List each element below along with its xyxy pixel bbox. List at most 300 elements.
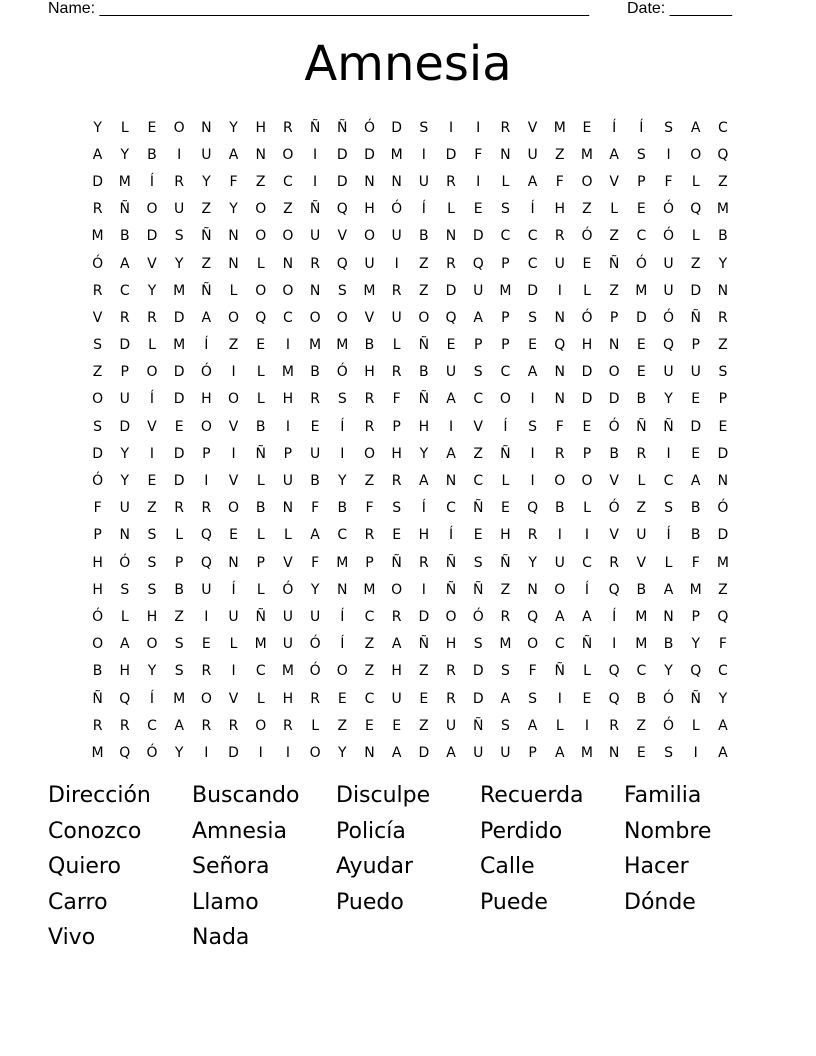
grid-letter: R — [446, 173, 456, 190]
grid-letter: O — [200, 418, 212, 435]
grid-letter: Z — [337, 717, 348, 734]
grid-letter: D — [418, 744, 430, 761]
grid-letter: C — [337, 527, 348, 544]
grid-letter: Í — [421, 500, 426, 517]
grid-letter: Q — [717, 608, 729, 625]
grid-letter: U — [527, 146, 538, 163]
grid-letter: Z — [690, 255, 701, 272]
grid-letter: R — [446, 690, 456, 707]
grid-letter: A — [419, 473, 429, 490]
grid-letter: E — [174, 418, 184, 435]
grid-letter: Q — [608, 663, 620, 680]
grid-letter: F — [365, 500, 374, 517]
grid-letter: P — [473, 337, 483, 354]
grid-letter: Ñ — [391, 554, 402, 571]
grid-letter: D — [228, 744, 239, 761]
grid-letter: L — [392, 337, 401, 354]
grid-letter: Í — [340, 636, 345, 653]
grid-letter: U — [119, 391, 130, 408]
grid-letter: E — [392, 717, 402, 734]
grid-letter: R — [554, 445, 565, 462]
grid-letter: Ó — [663, 309, 675, 326]
grid-letter: Ó — [581, 228, 593, 245]
grid-letter: U — [391, 228, 402, 245]
grid-letter: M — [118, 173, 131, 190]
grid-letter: R — [119, 309, 130, 326]
grid-letter: Í — [421, 201, 426, 218]
grid-letter: M — [254, 636, 267, 653]
grid-letter: Y — [691, 636, 700, 653]
grid-row — [84, 522, 737, 549]
word-list-item: Carro — [48, 889, 108, 915]
grid-letter: Ó — [663, 690, 675, 707]
grid-letter: Q — [663, 337, 675, 354]
grid-letter: Ó — [92, 608, 104, 625]
grid-letter: D — [418, 608, 430, 625]
grid-letter: Y — [338, 744, 347, 761]
grid-letter: H — [581, 337, 593, 354]
grid-letter: Y — [718, 690, 728, 707]
grid-letter: O — [554, 473, 566, 490]
grid-letter: U — [391, 309, 402, 326]
grid-letter: H — [201, 391, 212, 408]
grid-letter: Z — [283, 201, 293, 218]
grid-letter: E — [310, 418, 320, 435]
grid-letter: H — [282, 690, 294, 707]
grid-letter: Q — [608, 690, 620, 707]
grid-letter: N — [337, 581, 348, 598]
grid-letter: I — [530, 473, 535, 490]
grid-letter: P — [93, 527, 102, 544]
grid-letter: Í — [612, 608, 617, 625]
grid-letter: Ó — [309, 636, 321, 653]
grid-letter: I — [476, 173, 481, 190]
grid-letter: Z — [147, 500, 157, 517]
grid-row — [84, 413, 737, 440]
grid-letter: Y — [174, 255, 184, 272]
grid-letter: Í — [149, 391, 155, 408]
grid-letter: Z — [500, 581, 511, 598]
grid-letter: O — [255, 201, 267, 218]
grid-letter: A — [201, 309, 212, 326]
grid-letter: D — [690, 282, 702, 299]
grid-letter: M — [173, 337, 186, 354]
grid-letter: Ó — [581, 309, 593, 326]
grid-letter: R — [174, 500, 185, 517]
grid-letter: S — [473, 554, 483, 571]
grid-letter: C — [636, 228, 647, 245]
grid-letter: P — [582, 445, 592, 462]
grid-letter: L — [256, 527, 265, 544]
grid-letter: N — [445, 228, 457, 245]
grid-letter: F — [555, 418, 564, 435]
grid-letter: S — [473, 636, 483, 653]
grid-letter: Ó — [608, 500, 620, 517]
grid-letter: L — [120, 608, 129, 625]
grid-letter: I — [448, 119, 454, 136]
grid-letter: Y — [174, 744, 184, 761]
grid-letter: I — [421, 581, 426, 598]
grid-letter: Ñ — [92, 690, 103, 707]
word-list-item: Calle — [480, 854, 535, 879]
grid-letter: Q — [255, 309, 267, 326]
grid-letter: Ñ — [554, 663, 566, 680]
grid-letter: U — [473, 744, 484, 761]
grid-letter: I — [258, 744, 263, 761]
grid-row — [84, 712, 737, 739]
grid-letter: V — [473, 418, 483, 435]
grid-letter: S — [528, 690, 538, 707]
grid-letter: Z — [419, 282, 429, 299]
grid-letter: L — [691, 717, 700, 734]
grid-letter: Q — [445, 309, 457, 326]
grid-letter: O — [282, 228, 294, 245]
header — [48, 0, 748, 20]
grid-letter: E — [636, 364, 646, 381]
grid-letter: O — [255, 717, 267, 734]
grid-letter: E — [636, 744, 646, 761]
word-list-item: Ayudar — [336, 854, 414, 879]
grid-letter: P — [392, 418, 401, 435]
grid-letter: O — [309, 744, 321, 761]
grid-letter: Ñ — [201, 282, 212, 299]
grid-letter: E — [636, 337, 646, 354]
grid-letter: D — [445, 146, 457, 163]
grid-letter: D — [581, 391, 593, 408]
grid-letter: O — [363, 445, 375, 462]
grid-letter: N — [364, 744, 375, 761]
grid-letter: S — [93, 337, 103, 354]
grid-letter: O — [146, 201, 158, 218]
grid-letter: Í — [204, 337, 209, 354]
grid-letter: M — [173, 690, 186, 707]
grid-letter: I — [693, 744, 698, 761]
grid-letter: N — [717, 282, 729, 299]
grid-letter: E — [691, 391, 701, 408]
grid-row — [84, 196, 737, 223]
grid-letter: C — [473, 391, 484, 408]
grid-letter: I — [557, 690, 562, 707]
grid-row — [84, 739, 737, 766]
grid-letter: M — [635, 636, 648, 653]
grid-letter: R — [92, 717, 103, 734]
grid-letter: Y — [93, 119, 102, 136]
grid-letter: A — [119, 636, 130, 653]
grid-letter: M — [309, 337, 322, 354]
grid-letter: V — [337, 228, 348, 245]
grid-letter: A — [446, 744, 456, 761]
grid-letter: Í — [530, 201, 535, 218]
grid-letter: A — [718, 744, 728, 761]
grid-letter: C — [283, 173, 293, 190]
grid-letter: Z — [718, 337, 728, 354]
grid-letter: L — [311, 717, 319, 734]
grid-letter: Ñ — [690, 309, 701, 326]
grid-letter: Q — [608, 581, 620, 598]
grid-letter: C — [636, 663, 647, 680]
grid-letter: U — [636, 527, 647, 544]
grid-letter: P — [501, 309, 510, 326]
grid-letter: R — [364, 527, 375, 544]
grid-letter: D — [581, 364, 593, 381]
grid-letter: L — [447, 201, 455, 218]
grid-row — [84, 141, 737, 168]
grid-letter: H — [391, 663, 402, 680]
grid-letter: Ó — [663, 228, 675, 245]
grid-letter: B — [310, 473, 320, 490]
grid-letter: B — [636, 391, 647, 408]
grid-letter: Í — [666, 527, 671, 544]
grid-letter: Ó — [663, 201, 675, 218]
grid-letter: E — [691, 445, 701, 462]
grid-letter: O — [445, 608, 457, 625]
grid-letter: Ó — [119, 554, 131, 571]
grid-letter: Ñ — [636, 418, 647, 435]
grid-letter: L — [501, 173, 510, 190]
grid-letter: S — [93, 418, 103, 435]
grid-letter: R — [500, 608, 511, 625]
grid-letter: Ñ — [201, 228, 212, 245]
grid-letter: L — [256, 255, 265, 272]
grid-letter: P — [691, 337, 700, 354]
grid-letter: F — [93, 500, 102, 517]
grid-row — [84, 631, 737, 658]
grid-letter: L — [501, 473, 510, 490]
grid-letter: C — [663, 473, 674, 490]
grid-letter: Ó — [309, 663, 321, 680]
grid-letter: M — [281, 364, 294, 381]
grid-letter: Ñ — [418, 337, 430, 354]
grid-letter: Ñ — [690, 690, 701, 707]
grid-letter: S — [392, 500, 402, 517]
grid-letter: Y — [310, 581, 320, 598]
grid-letter: Ó — [717, 500, 729, 517]
grid-letter: V — [609, 473, 619, 490]
grid-letter: I — [340, 445, 345, 462]
grid-letter: S — [664, 500, 673, 517]
grid-letter: E — [446, 337, 456, 354]
grid-letter: I — [584, 717, 590, 734]
grid-letter: R — [718, 309, 728, 326]
grid-letter: R — [92, 201, 103, 218]
grid-letter: N — [500, 146, 511, 163]
grid-letter: D — [173, 364, 185, 381]
grid-letter: Z — [419, 255, 429, 272]
grid-letter: N — [445, 473, 457, 490]
grid-letter: Z — [201, 201, 212, 218]
grid-letter: D — [472, 690, 484, 707]
grid-letter: M — [91, 228, 104, 245]
grid-letter: L — [256, 581, 265, 598]
grid-letter: Q — [119, 744, 131, 761]
grid-letter: C — [500, 364, 511, 381]
grid-letter: N — [228, 228, 239, 245]
grid-letter: A — [391, 744, 402, 761]
grid-letter: V — [636, 554, 647, 571]
grid-letter: Q — [336, 255, 348, 272]
grid-letter: Q — [554, 337, 566, 354]
grid-letter: B — [554, 500, 565, 517]
word-list-item: Dónde — [624, 889, 696, 915]
grid-letter: Í — [149, 690, 155, 707]
grid-letter: R — [147, 309, 157, 326]
grid-letter: A — [609, 146, 619, 163]
grid-letter: Q — [527, 500, 539, 517]
grid-letter: I — [285, 337, 290, 354]
grid-letter: I — [285, 744, 290, 761]
grid-letter: R — [310, 255, 320, 272]
grid-letter: O — [309, 309, 321, 326]
grid-letter: U — [445, 717, 457, 734]
grid-letter: M — [499, 282, 512, 299]
grid-letter: Z — [364, 473, 375, 490]
grid-letter: S — [337, 282, 347, 299]
grid-letter: I — [231, 445, 236, 462]
grid-letter: O — [581, 473, 593, 490]
grid-letter: Z — [364, 663, 375, 680]
grid-letter: Ñ — [255, 608, 266, 625]
grid-row — [84, 549, 737, 576]
grid-letter: P — [283, 445, 293, 462]
grid-letter: U — [690, 364, 701, 381]
grid-letter: R — [201, 717, 212, 734]
grid-letter: V — [228, 690, 239, 707]
grid-letter: I — [204, 473, 209, 490]
grid-letter: Z — [92, 364, 103, 381]
grid-letter: P — [256, 554, 265, 571]
grid-letter: F — [664, 173, 673, 190]
grid-letter: P — [174, 554, 184, 571]
grid-letter: I — [313, 173, 318, 190]
grid-letter: D — [119, 418, 131, 435]
grid-letter: O — [255, 282, 267, 299]
grid-letter: R — [554, 228, 565, 245]
grid-letter: M — [580, 744, 594, 761]
grid-letter: S — [419, 119, 429, 136]
grid-letter: R — [201, 500, 212, 517]
grid-letter: U — [445, 364, 457, 381]
grid-letter: N — [282, 255, 294, 272]
grid-letter: M — [91, 744, 104, 761]
grid-letter: Z — [582, 201, 592, 218]
grid-letter: Z — [473, 445, 484, 462]
grid-letter: D — [336, 173, 348, 190]
grid-letter: Ñ — [418, 636, 430, 653]
grid-letter: S — [147, 581, 157, 598]
grid-letter: Z — [419, 663, 429, 680]
grid-letter: E — [147, 473, 157, 490]
grid-letter: L — [664, 554, 673, 571]
grid-letter: V — [283, 554, 293, 571]
grid-letter: N — [527, 581, 538, 598]
grid-letter: D — [119, 337, 131, 354]
grid-letter: F — [474, 146, 483, 163]
grid-letter: C — [364, 690, 375, 707]
grid-letter: O — [608, 364, 620, 381]
grid-letter: R — [201, 663, 212, 680]
grid-letter: Q — [200, 554, 212, 571]
grid-letter: Z — [609, 228, 619, 245]
grid-letter: L — [120, 119, 129, 136]
grid-letter: E — [365, 717, 374, 734]
grid-letter: Y — [147, 282, 157, 299]
word-list-item: Quiero — [48, 854, 121, 879]
grid-letter: D — [173, 309, 185, 326]
grid-letter: E — [392, 527, 402, 544]
grid-letter: D — [608, 391, 620, 408]
grid-letter: B — [255, 418, 266, 435]
grid-letter: R — [364, 418, 375, 435]
grid-letter: Y — [229, 119, 238, 136]
grid-letter: F — [555, 173, 564, 190]
grid-letter: V — [609, 173, 619, 190]
grid-letter: Y — [419, 445, 429, 462]
grid-letter: U — [174, 201, 185, 218]
grid-letter: I — [530, 391, 535, 408]
grid-letter: D — [173, 445, 185, 462]
grid-letter: R — [446, 255, 456, 272]
grid-letter: B — [255, 500, 266, 517]
grid-letter: E — [582, 255, 592, 272]
grid-letter: U — [282, 636, 294, 653]
grid-letter: M — [281, 663, 294, 680]
grid-letter: A — [473, 309, 483, 326]
grid-letter: Ñ — [500, 554, 511, 571]
grid-letter: P — [691, 608, 700, 625]
grid-letter: C — [364, 608, 375, 625]
grid-letter: C — [527, 228, 538, 245]
grid-letter: O — [200, 690, 212, 707]
grid-letter: E — [473, 201, 483, 218]
grid-letter: Ñ — [418, 391, 430, 408]
grid-letter: A — [391, 636, 402, 653]
grid-letter: S — [500, 717, 510, 734]
grid-letter: U — [663, 364, 674, 381]
grid-letter: Ó — [363, 119, 375, 136]
grid-letter: Ó — [146, 744, 158, 761]
grid-letter: N — [391, 173, 402, 190]
grid-letter: B — [310, 364, 320, 381]
grid-letter: H — [282, 391, 294, 408]
word-list-item: Puedo — [336, 889, 404, 915]
grid-letter: Y — [664, 391, 673, 408]
grid-letter: M — [716, 554, 729, 571]
grid-row — [84, 495, 737, 522]
grid-letter: Q — [690, 201, 702, 218]
grid-letter: Y — [120, 146, 130, 163]
grid-letter: N — [554, 309, 566, 326]
grid-letter: V — [228, 473, 239, 490]
grid-letter: U — [418, 173, 429, 190]
grid-letter: A — [554, 744, 565, 761]
grid-letter: I — [285, 418, 290, 435]
grid-letter: L — [256, 690, 265, 707]
grid-letter: L — [256, 364, 265, 381]
grid-letter: N — [228, 255, 239, 272]
grid-letter: N — [282, 500, 294, 517]
word-search-grid — [84, 114, 737, 767]
grid-letter: E — [582, 690, 592, 707]
grid-letter: H — [418, 418, 430, 435]
grid-letter: B — [419, 228, 429, 245]
grid-letter: L — [229, 636, 238, 653]
grid-letter: Ñ — [581, 636, 593, 653]
grid-letter: F — [691, 554, 700, 571]
grid-letter: U — [663, 282, 674, 299]
grid-letter: C — [718, 119, 728, 136]
grid-letter: F — [392, 391, 401, 408]
grid-letter: A — [92, 146, 103, 163]
